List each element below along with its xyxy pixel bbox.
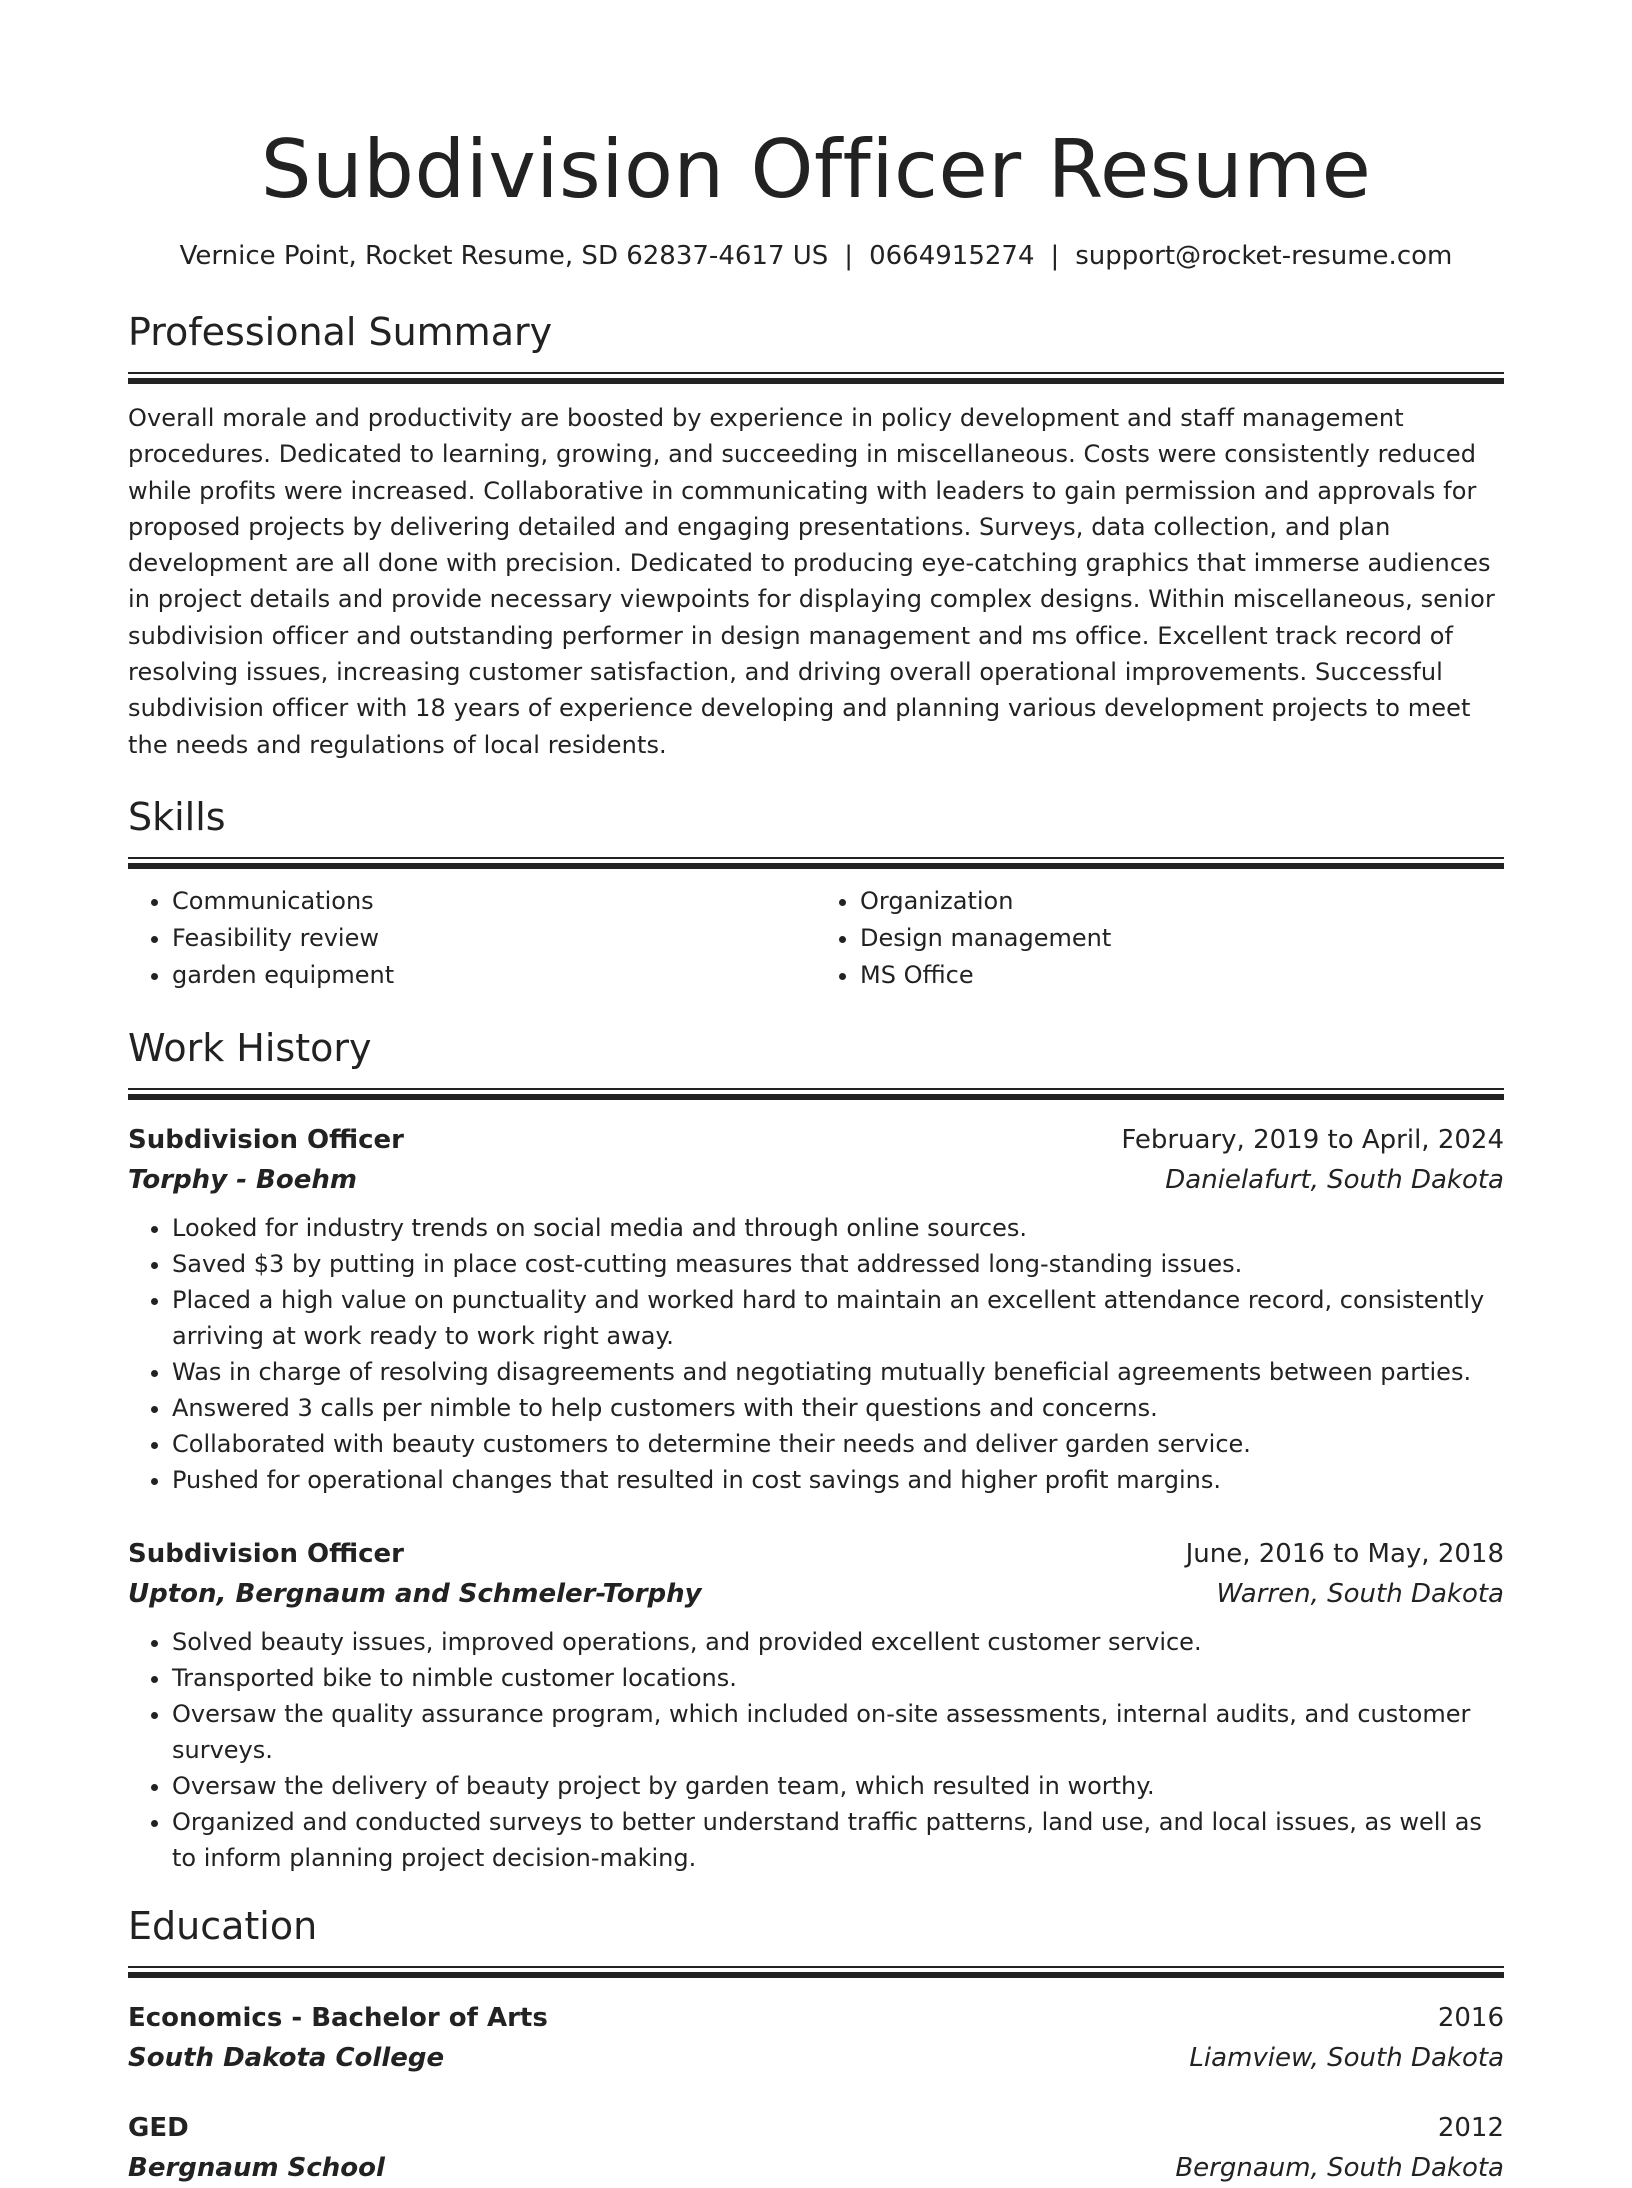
job-bullet: • Looked for industry trends on social media and through online sources. bbox=[172, 1210, 1504, 1246]
work-section bbox=[128, 1022, 1504, 1876]
section-heading-skills: Skills bbox=[128, 794, 226, 839]
skill-item: • garden equipment bbox=[172, 957, 816, 994]
job-bullet: • Organized and conducted surveys to better understand traffic patterns, land use, and local issues, as well as to inform planning project decision-making. bbox=[172, 1804, 1504, 1876]
contact-separator: | bbox=[1050, 241, 1060, 271]
education-entry bbox=[128, 1998, 1504, 2078]
job-location: Warren, South Dakota bbox=[1216, 1578, 1504, 1609]
contact-email: support@rocket-resume.com bbox=[1075, 241, 1453, 271]
skills-section bbox=[128, 791, 1504, 994]
job-bullet: • Transported bike to nimble customer locations. bbox=[172, 1660, 1504, 1696]
job-bullet: • Oversaw the delivery of beauty project by garden team, which resulted in worthy. bbox=[172, 1768, 1504, 1804]
job-bullets bbox=[128, 1624, 1504, 1876]
education-degree: Economics - Bachelor of Arts bbox=[128, 2002, 548, 2033]
section-divider bbox=[128, 857, 1504, 869]
resume-page bbox=[128, 118, 1504, 2188]
section-heading-education: Education bbox=[128, 1903, 318, 1948]
skill-item: • Design management bbox=[860, 920, 1504, 957]
education-year: 2016 bbox=[1437, 2002, 1504, 2033]
job-bullet: • Answered 3 calls per nimble to help customers with their questions and concerns. bbox=[172, 1390, 1504, 1426]
job-bullet: • Pushed for operational changes that resulted in cost savings and higher profit margins. bbox=[172, 1462, 1504, 1498]
contact-separator: | bbox=[844, 241, 854, 271]
section-divider bbox=[128, 1088, 1504, 1100]
resume-title: Subdivision Officer Resume bbox=[260, 123, 1372, 216]
skills-column-right bbox=[816, 883, 1504, 994]
skills-column-left bbox=[128, 883, 816, 994]
education-location: Bergnaum, South Dakota bbox=[1175, 2152, 1504, 2183]
summary-section bbox=[128, 306, 1504, 763]
skill-item: • Communications bbox=[172, 883, 816, 920]
job-bullet: • Was in charge of resolving disagreements and negotiating mutually beneficial agreements between parties. bbox=[172, 1354, 1504, 1390]
job-dates: June, 2016 to May, 2018 bbox=[1185, 1538, 1504, 1569]
job-bullets bbox=[128, 1210, 1504, 1498]
section-heading-work: Work History bbox=[128, 1025, 372, 1070]
education-degree: GED bbox=[128, 2112, 189, 2143]
contact-phone: 0664915274 bbox=[869, 241, 1035, 271]
section-divider bbox=[128, 372, 1504, 384]
section-heading-summary: Professional Summary bbox=[128, 310, 553, 354]
education-entry bbox=[128, 2108, 1504, 2188]
job-title: Subdivision Officer bbox=[128, 1124, 405, 1155]
job-dates: February, 2019 to April, 2024 bbox=[1121, 1124, 1504, 1155]
job-entry bbox=[128, 1534, 1504, 1876]
skill-item: • Feasibility review bbox=[172, 920, 816, 957]
summary-text: Overall morale and productivity are boosted by experience in policy development and staff management procedures. Dedicated to learning, growing, and succeeding in miscellaneous. Costs were consistently reduced while profits were increased. Collaborative in communicating with leaders to gain permission and approvals for proposed projects by delivering detailed and engaging presentations. Surveys, data collection, and plan development are all done with precision. Dedicated to producing eye-catching graphics that immerse audiences in project details and provide necessary viewpoints for displaying complex designs. Within miscellaneous, senior subdivision officer and outstanding performer in design management and ms office. Excellent track record of resolving issues, increasing customer satisfaction, and driving overall operational improvements. Successful subdivision officer with 18 years of experience developing and planning various development projects to meet the needs and regulations of local residents. bbox=[128, 404, 1495, 759]
job-title: Subdivision Officer bbox=[128, 1538, 405, 1569]
skills-list bbox=[128, 883, 1504, 994]
education-location: Liamview, South Dakota bbox=[1189, 2042, 1504, 2073]
skill-item: • Organization bbox=[860, 883, 1504, 920]
section-divider bbox=[128, 1966, 1504, 1978]
education-school: South Dakota College bbox=[128, 2042, 445, 2073]
education-section bbox=[128, 1900, 1504, 2188]
job-bullet: • Placed a high value on punctuality and worked hard to maintain an excellent attendance record, consistently arriving at work ready to work right away. bbox=[172, 1282, 1504, 1354]
job-bullet: • Solved beauty issues, improved operations, and provided excellent customer service. bbox=[172, 1624, 1504, 1660]
job-bullet: • Oversaw the quality assurance program, which included on-site assessments, internal audits, and customer surveys. bbox=[172, 1696, 1504, 1768]
job-bullet: • Saved $3 by putting in place cost-cutting measures that addressed long-standing issues. bbox=[172, 1246, 1504, 1282]
education-year: 2012 bbox=[1437, 2112, 1504, 2143]
job-company: Torphy - Boehm bbox=[128, 1164, 357, 1195]
job-entry bbox=[128, 1120, 1504, 1498]
skill-item: • MS Office bbox=[860, 957, 1504, 994]
job-bullet: • Collaborated with beauty customers to determine their needs and deliver garden service. bbox=[172, 1426, 1504, 1462]
contact-line bbox=[128, 238, 1504, 274]
job-company: Upton, Bergnaum and Schmeler-Torphy bbox=[128, 1578, 702, 1609]
education-school: Bergnaum School bbox=[128, 2152, 385, 2183]
contact-address: Vernice Point, Rocket Resume, SD 62837-4617 US bbox=[179, 241, 829, 271]
job-location: Danielafurt, South Dakota bbox=[1165, 1164, 1504, 1195]
